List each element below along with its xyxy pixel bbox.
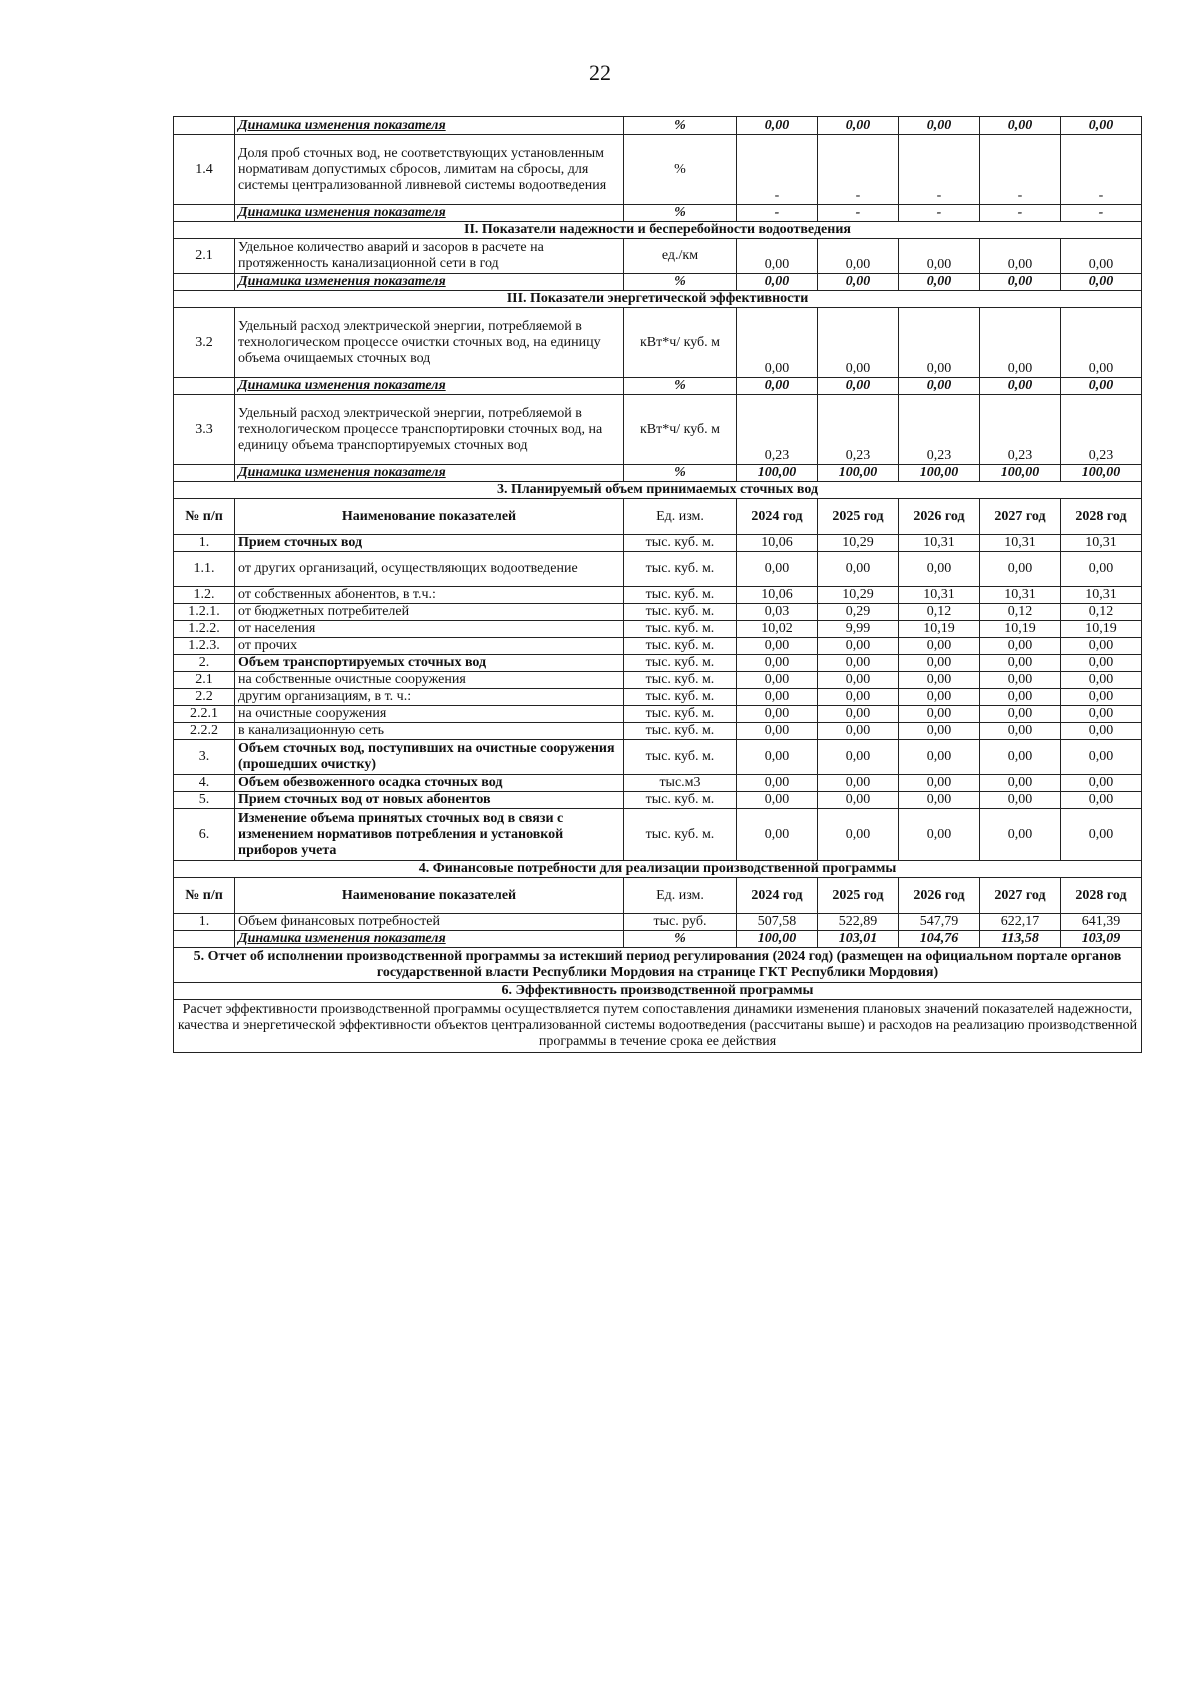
value-2027: 0,00 [980, 689, 1061, 706]
value-2025: 103,01 [818, 931, 899, 948]
value-2024: 0,00 [737, 672, 818, 689]
value-2025: 0,00 [818, 274, 899, 291]
value-2027: 0,00 [980, 308, 1061, 378]
value-2025: 0,00 [818, 723, 899, 740]
row-number: 1. [174, 535, 235, 552]
section-title-row [174, 983, 1142, 1000]
value-2026: 0,00 [899, 723, 980, 740]
unit: тыс. куб. м. [624, 552, 737, 587]
unit: тыс. куб. м. [624, 655, 737, 672]
indicator-name: Динамика изменения показателя [235, 931, 624, 948]
value-2025: 0,23 [818, 395, 899, 465]
value-2025: 0,00 [818, 792, 899, 809]
unit: тыс. куб. м. [624, 604, 737, 621]
row-number [174, 117, 235, 135]
indicator-row [174, 395, 1142, 465]
value-2027: 100,00 [980, 465, 1061, 482]
indicator-name: Динамика изменения показателя [235, 205, 624, 222]
row-number: 2. [174, 655, 235, 672]
value-2024: 0,00 [737, 723, 818, 740]
value-2026: 0,00 [899, 274, 980, 291]
header-year: 2027 год [980, 878, 1061, 914]
row-number: 2.1 [174, 239, 235, 274]
row-number [174, 205, 235, 222]
row-number [174, 274, 235, 291]
value-2024: 0,00 [737, 655, 818, 672]
value-2027: 0,00 [980, 672, 1061, 689]
value-2024: 0,00 [737, 792, 818, 809]
value-2024: 0,00 [737, 706, 818, 723]
row-number: 1. [174, 914, 235, 931]
table-row [174, 672, 1142, 689]
value-2024: 10,06 [737, 535, 818, 552]
indicator-name: Доля проб сточных вод, не соответствующих установленным нормативам допустимых сбросов, лимитам на сбросы, для системы централизованной ливневой системы водоотведения [235, 135, 624, 205]
unit: тыс. куб. м. [624, 689, 737, 706]
value-2025: 100,00 [818, 465, 899, 482]
row-number: 4. [174, 775, 235, 792]
unit: тыс. куб. м. [624, 672, 737, 689]
row-number [174, 378, 235, 395]
indicator-row [174, 239, 1142, 274]
value-2026: 10,19 [899, 621, 980, 638]
table-row [174, 740, 1142, 775]
indicator-name: Прием сточных вод [235, 535, 624, 552]
header-no: № п/п [174, 878, 235, 914]
value-2027: 0,23 [980, 395, 1061, 465]
header-unit: Ед. изм. [624, 499, 737, 535]
value-2028: 0,00 [1061, 117, 1142, 135]
unit: % [624, 378, 737, 395]
indicator-name: Динамика изменения показателя [235, 117, 624, 135]
row-number: 2.2 [174, 689, 235, 706]
value-2026: 0,00 [899, 655, 980, 672]
table-row [174, 621, 1142, 638]
unit: % [624, 135, 737, 205]
value-2024: 0,03 [737, 604, 818, 621]
value-2025: 0,00 [818, 378, 899, 395]
value-2027: 0,00 [980, 723, 1061, 740]
value-2024: 0,00 [737, 689, 818, 706]
row-number: 2.2.2 [174, 723, 235, 740]
value-2028: 0,00 [1061, 378, 1142, 395]
value-2027: 10,19 [980, 621, 1061, 638]
row-number: 6. [174, 809, 235, 861]
unit: тыс. куб. м. [624, 723, 737, 740]
value-2028: 0,00 [1061, 672, 1142, 689]
row-number: 1.2. [174, 587, 235, 604]
indicator-row [174, 135, 1142, 205]
row-number [174, 465, 235, 482]
table-row [174, 706, 1142, 723]
value-2026: 10,31 [899, 587, 980, 604]
row-number: 1.4 [174, 135, 235, 205]
unit: ед./км [624, 239, 737, 274]
value-2025: 522,89 [818, 914, 899, 931]
header-year: 2025 год [818, 878, 899, 914]
value-2027: 0,00 [980, 809, 1061, 861]
row-number: 3.3 [174, 395, 235, 465]
value-2027: 0,00 [980, 655, 1061, 672]
unit: тыс. куб. м. [624, 809, 737, 861]
row-number [174, 931, 235, 948]
value-2024: 0,00 [737, 239, 818, 274]
value-2026: 0,00 [899, 308, 980, 378]
row-number: 1.2.3. [174, 638, 235, 655]
value-2028: 0,00 [1061, 689, 1142, 706]
value-2025: 0,00 [818, 308, 899, 378]
row-number: 3.2 [174, 308, 235, 378]
value-2028: 0,00 [1061, 552, 1142, 587]
table-row [174, 689, 1142, 706]
header-year: 2026 год [899, 878, 980, 914]
indicator-name: Изменение объема принятых сточных вод в связи с изменением нормативов потребления и установкой приборов учета [235, 809, 624, 861]
value-2028: - [1061, 205, 1142, 222]
value-2028: 0,00 [1061, 655, 1142, 672]
value-2028: 100,00 [1061, 465, 1142, 482]
value-2026: 100,00 [899, 465, 980, 482]
value-2027: 0,00 [980, 775, 1061, 792]
section-title-row [174, 861, 1142, 878]
paragraph-row [174, 1000, 1142, 1053]
row-number: 2.2.1 [174, 706, 235, 723]
value-2028: 0,00 [1061, 775, 1142, 792]
indicator-name: Прием сточных вод от новых абонентов [235, 792, 624, 809]
value-2024: 100,00 [737, 931, 818, 948]
value-2027: 622,17 [980, 914, 1061, 931]
value-2025: 0,29 [818, 604, 899, 621]
row-number: 1.1. [174, 552, 235, 587]
row-number: 3. [174, 740, 235, 775]
table-row [174, 655, 1142, 672]
value-2025: 0,00 [818, 552, 899, 587]
value-2024: 10,02 [737, 621, 818, 638]
header-row [174, 878, 1142, 914]
report-section: 5. Отчет об исполнении производственной программы за истекший период регулирования (2024 год) (размещен на официальном портале органов государственной власти Республики Мордовия на странице ГКТ Республики Мордовия) [174, 948, 1142, 983]
value-2027: 113,58 [980, 931, 1061, 948]
indicator-row [174, 308, 1142, 378]
header-year: 2024 год [737, 499, 818, 535]
section-title: 4. Финансовые потребности для реализации производственной программы [174, 861, 1142, 878]
table-row [174, 809, 1142, 861]
value-2026: 0,00 [899, 809, 980, 861]
value-2026: - [899, 135, 980, 205]
value-2025: 0,00 [818, 638, 899, 655]
indicator-name: Динамика изменения показателя [235, 274, 624, 291]
header-year: 2027 год [980, 499, 1061, 535]
table-row [174, 604, 1142, 621]
unit: тыс. куб. м. [624, 792, 737, 809]
value-2028: 0,00 [1061, 740, 1142, 775]
value-2028: 10,19 [1061, 621, 1142, 638]
section-title-row [174, 482, 1142, 499]
value-2025: 0,00 [818, 117, 899, 135]
indicator-name: Объем сточных вод, поступивших на очистные сооружения (прошедших очистку) [235, 740, 624, 775]
value-2027: 10,31 [980, 587, 1061, 604]
unit: % [624, 931, 737, 948]
value-2025: 0,00 [818, 672, 899, 689]
indicator-name: в канализационную сеть [235, 723, 624, 740]
value-2024: 0,00 [737, 552, 818, 587]
value-2024: 0,00 [737, 775, 818, 792]
table-row [174, 638, 1142, 655]
indicator-name: Объем обезвоженного осадка сточных вод [235, 775, 624, 792]
value-2024: 0,00 [737, 809, 818, 861]
value-2027: 0,00 [980, 117, 1061, 135]
value-2026: 0,00 [899, 775, 980, 792]
indicator-name: Удельное количество аварий и засоров в расчете на протяженность канализационной сети в год [235, 239, 624, 274]
indicator-name: от других организаций, осуществляющих водоотведение [235, 552, 624, 587]
value-2024: 0,00 [737, 740, 818, 775]
value-2027: 0,00 [980, 706, 1061, 723]
value-2024: 507,58 [737, 914, 818, 931]
table-row [174, 535, 1142, 552]
unit: тыс. руб. [624, 914, 737, 931]
indicator-name: на очистные сооружения [235, 706, 624, 723]
section-title: II. Показатели надежности и бесперебойности водоотведения [174, 222, 1142, 239]
table-row [174, 552, 1142, 587]
section-title: III. Показатели энергетической эффективности [174, 291, 1142, 308]
value-2027: 10,31 [980, 535, 1061, 552]
value-2027: 0,00 [980, 378, 1061, 395]
row-number: 1.2.2. [174, 621, 235, 638]
indicator-name: от прочих [235, 638, 624, 655]
section-title-row [174, 291, 1142, 308]
indicator-name: Объем транспортируемых сточных вод [235, 655, 624, 672]
indicator-name: Объем финансовых потребностей [235, 914, 624, 931]
value-2026: 0,00 [899, 672, 980, 689]
value-2026: 0,00 [899, 689, 980, 706]
value-2027: 0,00 [980, 792, 1061, 809]
indicator-name: Удельный расход электрической энергии, потребляемой в технологическом процессе транспортировки сточных вод, на единицу объема транспортируемых сточных вод [235, 395, 624, 465]
dynamics-row [174, 274, 1142, 291]
table-row [174, 587, 1142, 604]
value-2026: 0,00 [899, 792, 980, 809]
unit: тыс. куб. м. [624, 535, 737, 552]
value-2026: 0,00 [899, 638, 980, 655]
unit: % [624, 465, 737, 482]
table-row [174, 914, 1142, 931]
unit: тыс. куб. м. [624, 740, 737, 775]
row-number: 1.2.1. [174, 604, 235, 621]
value-2024: - [737, 205, 818, 222]
value-2024: 0,23 [737, 395, 818, 465]
value-2027: 0,00 [980, 638, 1061, 655]
value-2028: 10,31 [1061, 587, 1142, 604]
header-year: 2024 год [737, 878, 818, 914]
value-2025: 10,29 [818, 535, 899, 552]
value-2025: 0,00 [818, 706, 899, 723]
dynamics-row [174, 931, 1142, 948]
header-name: Наименование показателей [235, 878, 624, 914]
indicator-name: от населения [235, 621, 624, 638]
value-2026: 104,76 [899, 931, 980, 948]
unit: тыс. куб. м. [624, 587, 737, 604]
value-2028: 0,00 [1061, 706, 1142, 723]
row-number: 5. [174, 792, 235, 809]
unit: % [624, 117, 737, 135]
value-2028: 10,31 [1061, 535, 1142, 552]
dynamics-row [174, 378, 1142, 395]
value-2026: 0,00 [899, 706, 980, 723]
value-2026: 0,00 [899, 740, 980, 775]
value-2028: 0,00 [1061, 239, 1142, 274]
unit: тыс. куб. м. [624, 638, 737, 655]
value-2028: 103,09 [1061, 931, 1142, 948]
value-2026: 0,00 [899, 378, 980, 395]
indicator-name: от бюджетных потребителей [235, 604, 624, 621]
indicator-name: Динамика изменения показателя [235, 465, 624, 482]
indicator-name: от собственных абонентов, в т.ч.: [235, 587, 624, 604]
value-2028: 641,39 [1061, 914, 1142, 931]
value-2024: - [737, 135, 818, 205]
header-year: 2028 год [1061, 878, 1142, 914]
table-row [174, 723, 1142, 740]
value-2028: 0,12 [1061, 604, 1142, 621]
value-2025: - [818, 205, 899, 222]
dynamics-row [174, 465, 1142, 482]
value-2025: 9,99 [818, 621, 899, 638]
section-title: 3. Планируемый объем принимаемых сточных вод [174, 482, 1142, 499]
header-year: 2026 год [899, 499, 980, 535]
unit: % [624, 274, 737, 291]
value-2025: 10,29 [818, 587, 899, 604]
section-title: 6. Эффективность производственной программы [174, 983, 1142, 1000]
value-2025: 0,00 [818, 775, 899, 792]
value-2024: 0,00 [737, 378, 818, 395]
value-2028: 0,00 [1061, 809, 1142, 861]
indicator-name: на собственные очистные сооружения [235, 672, 624, 689]
value-2027: 0,00 [980, 274, 1061, 291]
value-2025: - [818, 135, 899, 205]
value-2027: - [980, 135, 1061, 205]
section-title-row [174, 222, 1142, 239]
unit: тыс. куб. м. [624, 621, 737, 638]
dynamics-row [174, 117, 1142, 135]
value-2028: 0,23 [1061, 395, 1142, 465]
value-2024: 0,00 [737, 117, 818, 135]
value-2026: 547,79 [899, 914, 980, 931]
value-2024: 100,00 [737, 465, 818, 482]
value-2028: 0,00 [1061, 274, 1142, 291]
value-2028: 0,00 [1061, 723, 1142, 740]
header-name: Наименование показателей [235, 499, 624, 535]
value-2028: 0,00 [1061, 308, 1142, 378]
indicator-name: Динамика изменения показателя [235, 378, 624, 395]
value-2027: 0,00 [980, 740, 1061, 775]
value-2026: 10,31 [899, 535, 980, 552]
value-2024: 0,00 [737, 274, 818, 291]
header-year: 2028 год [1061, 499, 1142, 535]
value-2025: 0,00 [818, 740, 899, 775]
value-2028: 0,00 [1061, 638, 1142, 655]
page-number: 22 [589, 60, 611, 85]
value-2026: - [899, 205, 980, 222]
row-number: 2.1 [174, 672, 235, 689]
value-2026: 0,12 [899, 604, 980, 621]
value-2026: 0,00 [899, 552, 980, 587]
value-2026: 0,23 [899, 395, 980, 465]
value-2025: 0,00 [818, 239, 899, 274]
unit: кВт*ч/ куб. м [624, 395, 737, 465]
value-2024: 0,00 [737, 308, 818, 378]
value-2028: 0,00 [1061, 792, 1142, 809]
value-2027: - [980, 205, 1061, 222]
value-2026: 0,00 [899, 117, 980, 135]
value-2025: 0,00 [818, 655, 899, 672]
header-row [174, 499, 1142, 535]
dynamics-row [174, 205, 1142, 222]
value-2027: 0,00 [980, 552, 1061, 587]
value-2025: 0,00 [818, 809, 899, 861]
unit: тыс.м3 [624, 775, 737, 792]
header-no: № п/п [174, 499, 235, 535]
unit: % [624, 205, 737, 222]
indicator-name: другим организациям, в т. ч.: [235, 689, 624, 706]
value-2025: 0,00 [818, 689, 899, 706]
table-row [174, 775, 1142, 792]
value-2027: 0,12 [980, 604, 1061, 621]
header-unit: Ед. изм. [624, 878, 737, 914]
efficiency-text: Расчет эффективности производственной программы осуществляется путем сопоставления динамики изменения плановых значений показателей надежности, качества и энергетической эффективности объектов централизованной системы водоотведения (рассчитаны выше) и расходов на реализацию производственной программы в течение срока ее действия [174, 1000, 1142, 1053]
value-2027: 0,00 [980, 239, 1061, 274]
value-2024: 10,06 [737, 587, 818, 604]
unit: тыс. куб. м. [624, 706, 737, 723]
program-table [173, 116, 1142, 1053]
table-row [174, 792, 1142, 809]
value-2024: 0,00 [737, 638, 818, 655]
value-2028: - [1061, 135, 1142, 205]
indicator-name: Удельный расход электрической энергии, потребляемой в технологическом процессе очистки сточных вод, на единицу объема очищаемых сточных вод [235, 308, 624, 378]
section-title-row [174, 948, 1142, 983]
header-year: 2025 год [818, 499, 899, 535]
unit: кВт*ч/ куб. м [624, 308, 737, 378]
value-2026: 0,00 [899, 239, 980, 274]
